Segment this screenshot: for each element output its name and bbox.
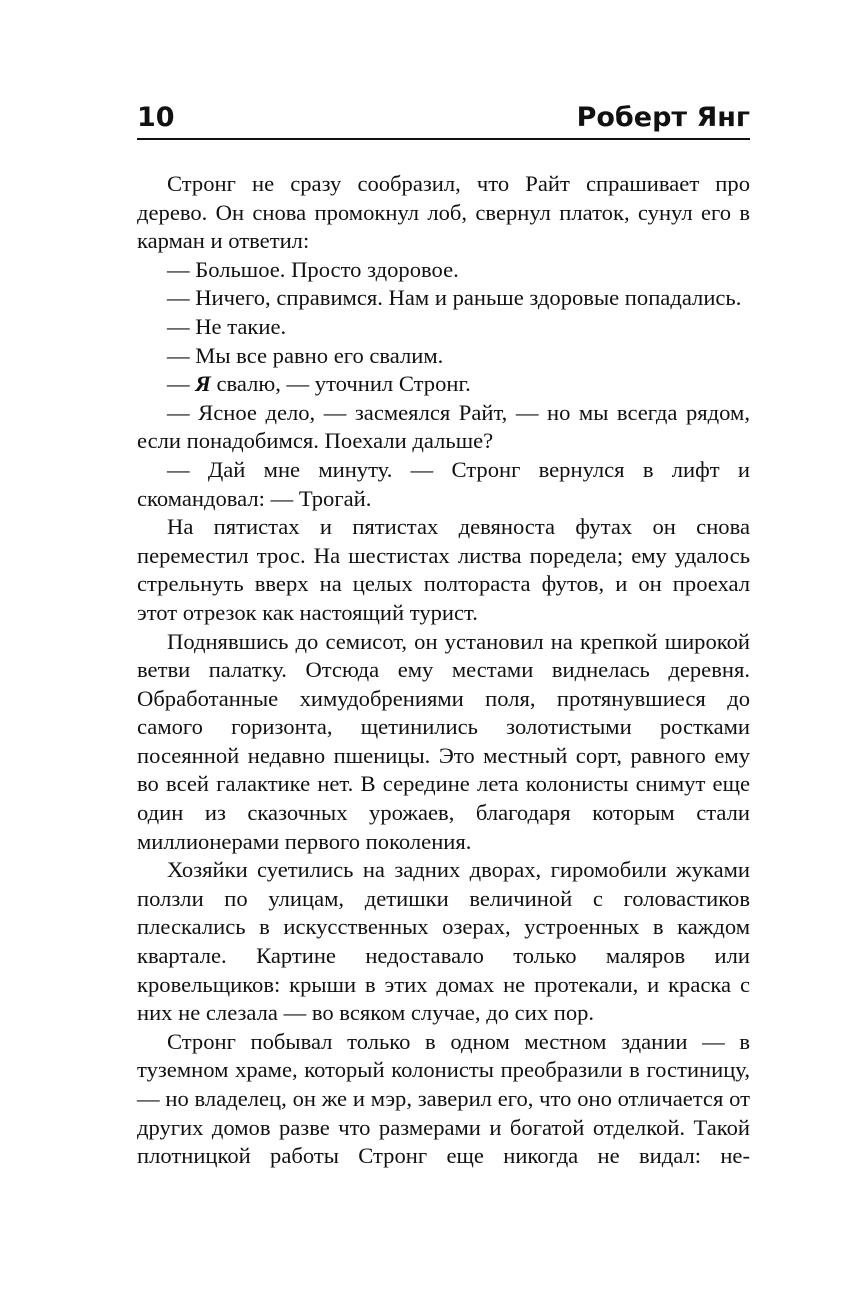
dialogue-dash: — (167, 371, 196, 397)
dialogue-line: — Большое. Просто здоровое. (167, 256, 459, 282)
dialogue-rest: свалю, — уточнил Стронг. (210, 371, 471, 397)
page-number: 10 (137, 102, 175, 133)
dialogue-line: — Мы все равно его свалим. (167, 342, 444, 368)
dialogue-line: — Дай мне минуту. — Стронг вернулся в лифт и скомандовал: — Трогай. (137, 456, 750, 511)
dialogue-line (137, 370, 750, 399)
paragraph: На пятистах и пятистах девяноста футах он снова переместил трос. На шестистах листва поредела; ему удалось стрельнуть вверх на целых полтораста футов, и он проехал этот отрезок как настоящий турист. (137, 514, 750, 625)
emphasized-word: Я (195, 371, 211, 397)
paragraph: Поднявшись до семисот, он установил на крепкой широкой ветви палатку. Отсюда ему местами виднелась деревня. Обработанные химудобрениями поля, протянувшиеся до самого горизонта, щетинились золотистыми ростками посеянной недавно пшеницы. Это местный сорт, равного ему во всей галактике нет. В середине лета колонисты снимут еще один из сказочных урожаев, благодаря которым стали миллионерами первого поколения. (137, 628, 750, 854)
page-header (137, 100, 750, 140)
paragraph: Хозяйки суетились на задних дворах, гиромобили жуками ползли по улицам, детишки величиной с головастиков плескались в искусственных озерах, устроенных в каждом квартале. Картине недоставало только маляров или кровельщиков: крыши в этих домах не протекали, и краска с них не слезала — во всяком случае, до сих пор. (137, 857, 750, 1026)
dialogue-line: — Не такие. (167, 313, 287, 339)
page-body (137, 170, 750, 1171)
paragraph-continued: Стронг побывал только в одном местном здании — в туземном храме, который колонисты преобразили в гостиницу, — но владелец, он же и мэр, заверил его, что оно отличается от других домов разве что размерами и богатой отделкой. Такой плотницкой работы Стронг еще никогда не видал: не- (137, 1028, 750, 1169)
paragraph: Стронг не сразу сообразил, что Райт спрашивает про дерево. Он снова промокнул лоб, свернул платок, сунул его в карман и ответил: (137, 171, 750, 254)
dialogue-line: — Ничего, справимся. Нам и раньше здоровые попадались. (167, 285, 742, 311)
dialogue-line: — Ясное дело, — засмеялся Райт, — но мы всегда рядом, если понадобимся. Поехали дальше? (137, 399, 750, 454)
running-title: Роберт Янг (576, 102, 750, 133)
